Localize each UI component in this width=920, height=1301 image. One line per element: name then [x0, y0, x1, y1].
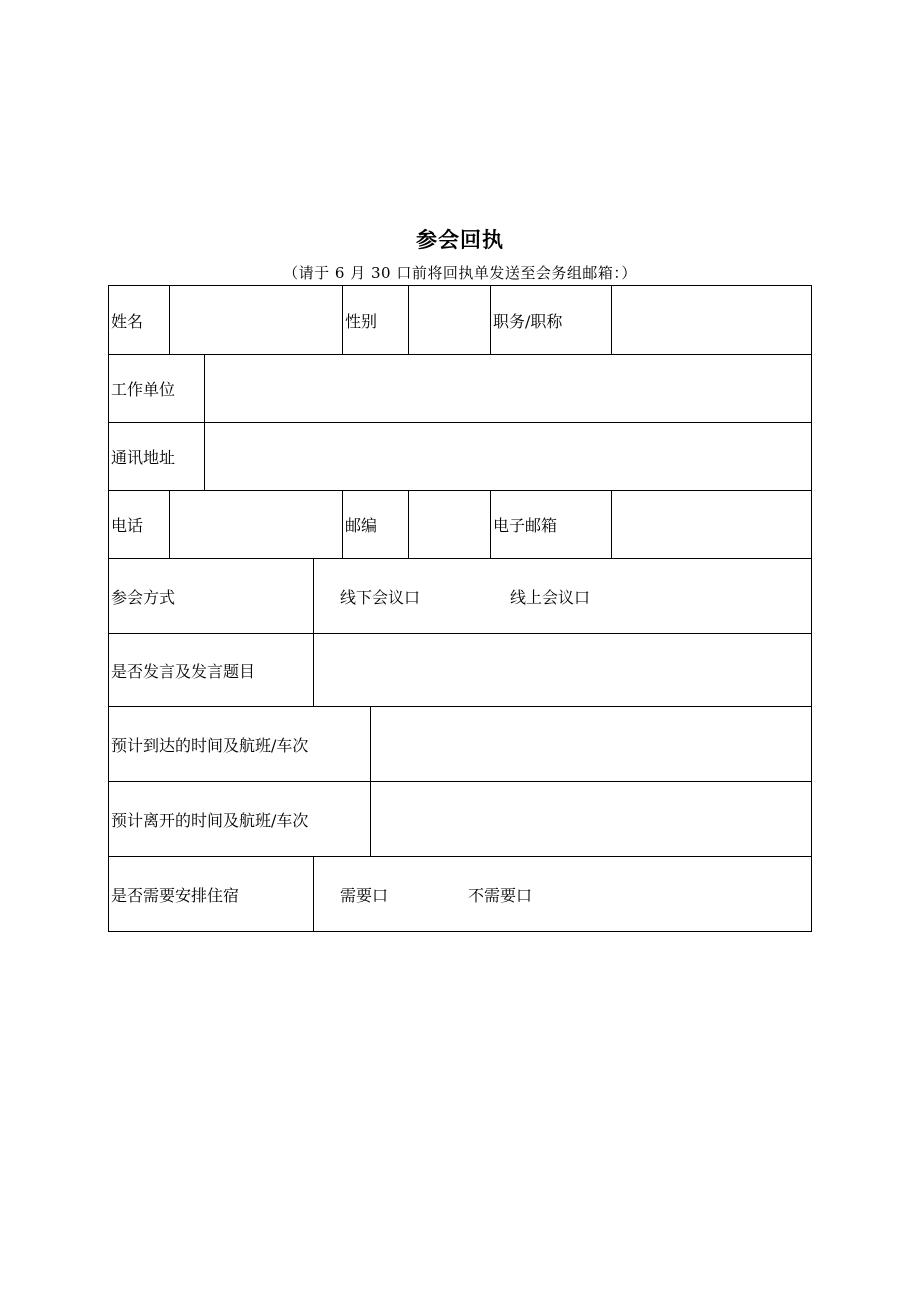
phone-label: 电话: [109, 491, 170, 558]
row-departure: [109, 782, 811, 857]
postcode-field[interactable]: [409, 491, 491, 558]
row-arrival: [109, 707, 811, 782]
address-label: 通讯地址: [109, 423, 205, 490]
gender-label: 性别: [343, 286, 409, 354]
name-label: 姓名: [109, 286, 170, 354]
speech-label: 是否发言及发言题目: [109, 634, 314, 706]
name-field[interactable]: [170, 286, 343, 354]
attend-mode-options: [314, 559, 811, 633]
email-label: 电子邮箱: [491, 491, 612, 558]
lodging-options: [314, 857, 811, 931]
row-basic-info: [109, 286, 811, 355]
row-address: [109, 423, 811, 491]
phone-field[interactable]: [170, 491, 343, 558]
gender-field[interactable]: [409, 286, 491, 354]
row-attend-mode: [109, 559, 811, 634]
row-employer: [109, 355, 811, 423]
lodging-yes-option[interactable]: 需要口: [340, 885, 389, 905]
postcode-label: 邮编: [343, 491, 409, 558]
attend-online-option[interactable]: 线上会议口: [510, 587, 591, 607]
position-field[interactable]: [612, 286, 811, 354]
departure-field[interactable]: [371, 782, 811, 856]
employer-field[interactable]: [205, 355, 811, 422]
lodging-no-option[interactable]: 不需要口: [468, 885, 533, 905]
form-subtitle: （请于 6 月 30 口前将回执单发送至会务组邮箱：）: [283, 264, 637, 282]
employer-label: 工作单位: [109, 355, 205, 422]
arrival-label: 预计到达的时间及航班/车次: [109, 707, 371, 781]
row-contact: [109, 491, 811, 559]
lodging-label: 是否需要安排住宿: [109, 857, 314, 931]
reply-form-table: [108, 285, 812, 932]
attend-mode-label: 参会方式: [109, 559, 314, 633]
attend-offline-option[interactable]: 线下会议口: [340, 587, 421, 607]
row-lodging: [109, 857, 811, 931]
arrival-field[interactable]: [371, 707, 811, 781]
form-title: 参会回执: [416, 228, 504, 252]
email-field[interactable]: [612, 491, 811, 558]
row-speech: [109, 634, 811, 707]
position-label: 职务/职称: [491, 286, 612, 354]
address-field[interactable]: [205, 423, 811, 490]
speech-field[interactable]: [314, 634, 811, 706]
departure-label: 预计离开的时间及航班/车次: [109, 782, 371, 856]
